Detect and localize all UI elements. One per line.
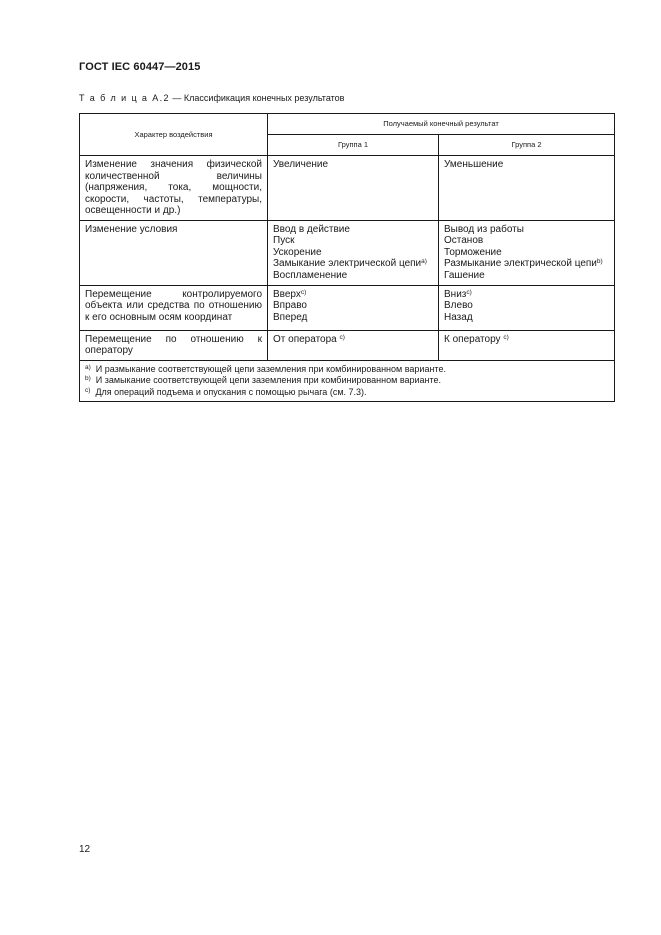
table-row	[80, 285, 615, 330]
footnote: $^{b)}$ И замыкание соответствующей цепи заземления при комбинированном варианте.	[85, 375, 442, 385]
result-item: От оператора $^{c)}$	[273, 333, 345, 345]
classification-table	[79, 113, 615, 402]
table-caption	[79, 93, 344, 103]
result-item: Торможение	[444, 246, 502, 258]
footnote-ref: b)	[596, 258, 603, 265]
footnote-ref: c)	[466, 288, 472, 296]
result-item: Размыкание электрической цепи$^{b)}$	[444, 258, 603, 269]
group-1-cell	[268, 156, 439, 221]
action-cell: Изменение значения физической количественной величины (напряжения, тока, мощности, скорости, частоты, температуры, освещенности и др.)	[80, 156, 268, 221]
header-group-2: Группа 2	[439, 135, 615, 156]
footnote: $^{c)}$ Для операций подъема и опускания с помощью рычага (см. 7.3).	[85, 386, 367, 397]
result-item: Вперед	[273, 311, 308, 323]
footnote-ref: c)	[300, 288, 307, 296]
result-item: Останов	[444, 235, 484, 246]
result-item: Вверх$^{c)}$	[273, 288, 307, 300]
group-2-cell	[439, 156, 615, 221]
header-group-1: Группа 1	[268, 135, 439, 156]
result-item: Ввод в действие	[273, 223, 350, 235]
result-item: Пуск	[273, 235, 295, 246]
group-1-cell	[268, 220, 439, 285]
header-action-type: Характер воздействия	[80, 114, 268, 156]
table-caption-title: — Классификация конечных результатов	[169, 93, 345, 103]
result-item: Увеличение	[273, 159, 329, 170]
result-item: Ускорение	[273, 246, 322, 258]
footnote-ref: c)	[339, 333, 345, 341]
result-item: Вправо	[273, 300, 307, 311]
result-item: Гашение	[444, 269, 485, 281]
action-cell: Изменение условия	[80, 220, 268, 285]
action-cell: Перемещение контролируемого объекта или средства по отношению к его основным осям координат	[80, 285, 268, 330]
table-header-row	[80, 114, 615, 135]
result-item: Вниз$^{c)}$	[444, 288, 472, 300]
table-row	[80, 156, 615, 221]
result-item: Уменьшение	[444, 159, 504, 170]
document-code: ГОСТ IEC 60447—2015	[79, 61, 201, 73]
result-item: К оператору $^{c)}$	[444, 333, 509, 345]
header-final-result: Получаемый конечный результат	[268, 114, 615, 135]
result-item: Воспламенение	[273, 269, 348, 281]
table-row	[80, 330, 615, 360]
action-cell: Перемещение по отношению к оператору	[80, 330, 268, 360]
group-1-cell	[268, 285, 439, 330]
footnote-ref: c)	[503, 333, 509, 341]
group-2-cell	[439, 220, 615, 285]
table-caption-label: Т а б л и ц а А.2	[79, 93, 170, 103]
footnote: $^{a)}$ И размыкание соответствующей цепи заземления при комбинированном варианте.	[85, 363, 446, 374]
result-item: Вывод из работы	[444, 223, 524, 235]
group-1-cell	[268, 330, 439, 360]
table-notes-row	[80, 360, 615, 402]
footnote-ref: a)	[421, 258, 427, 265]
table-footnotes	[80, 360, 615, 402]
result-item: Влево	[444, 300, 473, 311]
result-item: Замыкание электрической цепи$^{a)}$	[273, 258, 427, 269]
result-item: Назад	[444, 311, 473, 323]
group-2-cell	[439, 330, 615, 360]
page-number: 12	[79, 844, 91, 855]
table-row	[80, 220, 615, 285]
group-2-cell	[439, 285, 615, 330]
